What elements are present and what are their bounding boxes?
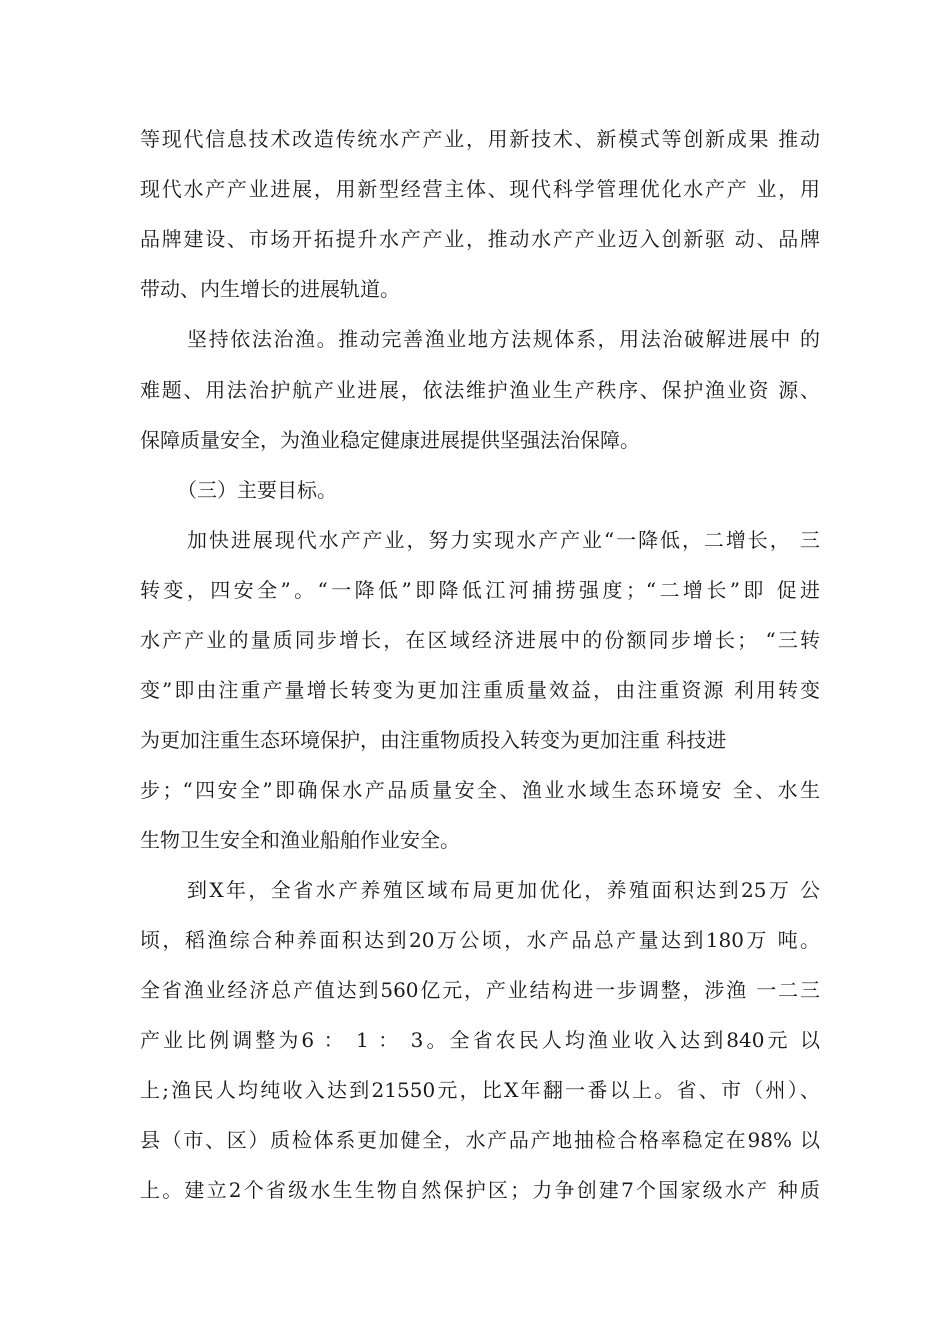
text-line: 现代水产产业进展，用新型经营主体、现代科学管理优化水产产 业，用: [140, 177, 820, 201]
text-line: 保障质量安全，为渔业稳定健康进展提供坚强法治保障。: [140, 428, 640, 452]
text-line: 转变，四安全”。“一降低”即降低江河捕捞强度；“二增长”即 促进: [140, 578, 820, 602]
text-line: 步；“四安全”即确保水产品质量安全、渔业水域生态环境安 全、水生: [140, 778, 820, 802]
text-line: 县（市、区）质检体系更加健全，水产品产地抽检合格率稳定在98% 以: [140, 1128, 820, 1152]
text-line: 水产产业的量质同步增长，在区域经济进展中的份额同步增长； “三转: [140, 628, 820, 652]
section-heading: （三）主要目标。: [177, 478, 337, 502]
text-line: 变”即由注重产量增长转变为更加注重质量效益，由注重资源 利用转变: [140, 678, 820, 702]
text-line: 等现代信息技术改造传统水产产业，用新技术、新模式等创新成果 推动: [140, 127, 820, 151]
paragraph-first-line: 坚持依法治渔。推动完善渔业地方法规体系，用法治破解进展中 的: [187, 327, 820, 351]
text-line: 生物卫生安全和渔业船舶作业安全。: [140, 828, 460, 852]
text-line: 难题、用法治护航产业进展，依法维护渔业生产秩序、保护渔业资 源、: [140, 378, 820, 402]
text-line: 为更加注重生态环境保护，由注重物质投入转变为更加注重 科技进: [140, 728, 727, 752]
text-line: 上。建立2个省级水生生物自然保护区；力争创建7个国家级水产 种质: [140, 1178, 820, 1202]
paragraph-first-line: 加快进展现代水产产业，努力实现水产产业“一降低，二增长， 三: [187, 528, 820, 552]
text-line: 全省渔业经济总产值达到560亿元，产业结构进一步调整，涉渔 一二三: [140, 978, 820, 1002]
text-line: 品牌建设、市场开拓提升水产产业，推动水产产业迈入创新驱 动、品牌: [140, 227, 820, 251]
text-line: 顷，稻渔综合种养面积达到20万公顷，水产品总产量达到180万 吨。: [140, 928, 820, 952]
text-line: 产业比例调整为6 ： 1 ： 3。全省农民人均渔业收入达到840元 以: [140, 1028, 820, 1052]
text-line: 带动、内生增长的进展轨道。: [140, 277, 400, 301]
paragraph-first-line: 到X年，全省水产养殖区域布局更加优化，养殖面积达到25万 公: [187, 878, 820, 902]
text-line: 上;渔民人均纯收入达到21550元，比X年翻一番以上。省、市（州）、: [140, 1078, 820, 1102]
